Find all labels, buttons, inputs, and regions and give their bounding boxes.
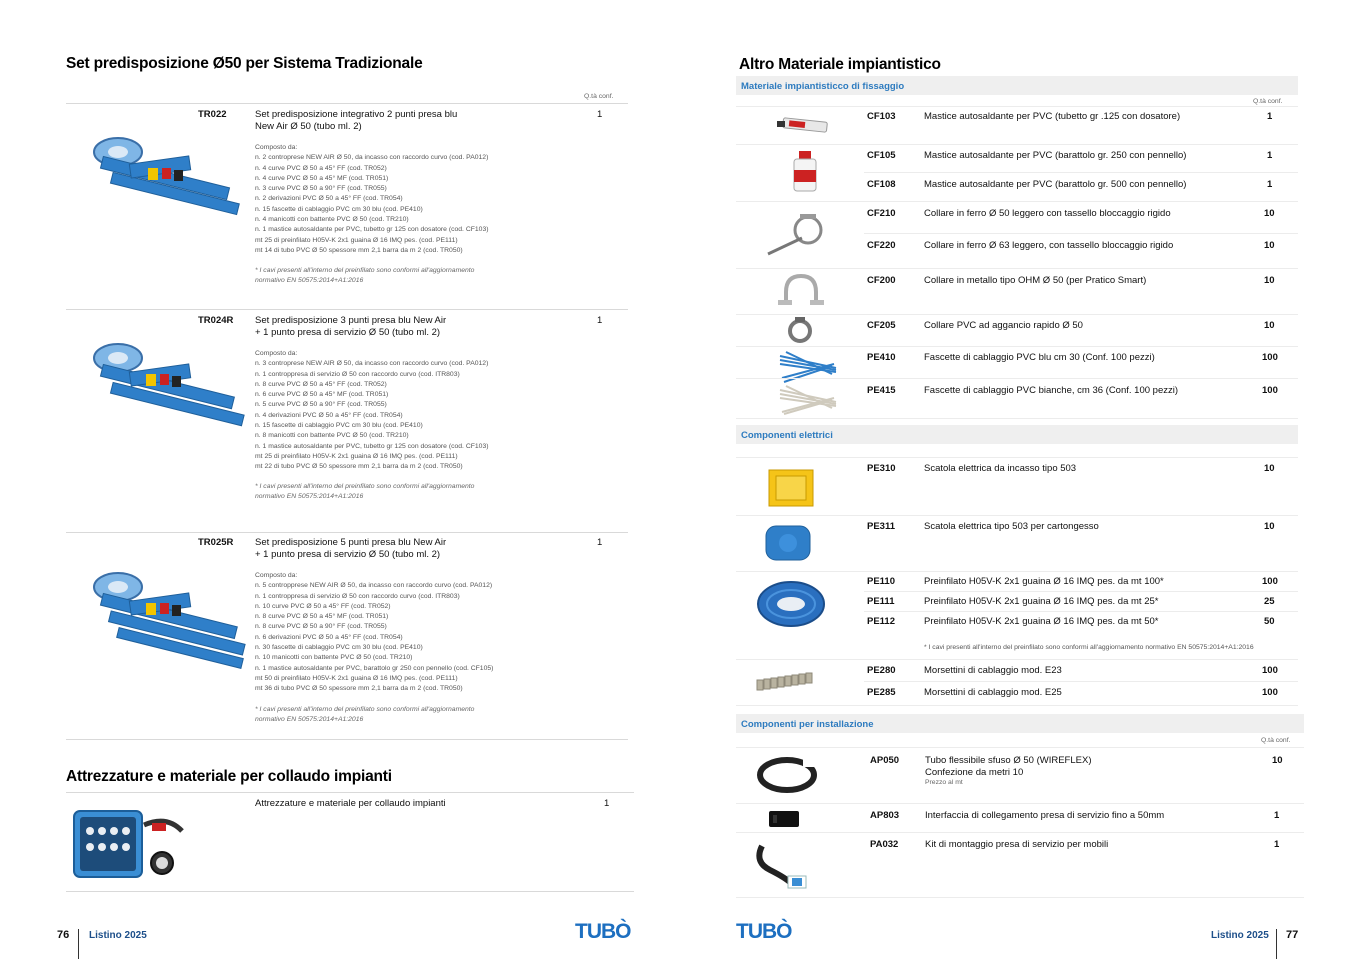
price-per-meter-note: Prezzo al mt: [925, 779, 963, 786]
item-qty: 1: [1267, 111, 1273, 122]
product-name: Attrezzature e materiale per collaudo impianti: [255, 798, 446, 809]
item-code: CF220: [867, 240, 896, 251]
product-code: TR022: [198, 109, 227, 120]
item-desc-line: Tubo flessibile sfuso Ø 50 (WIREFLEX): [925, 755, 1092, 766]
divider: [736, 201, 1298, 202]
divider: [736, 346, 1298, 347]
divider: [864, 611, 1298, 612]
item-desc: Morsettini di cablaggio mod. E25: [924, 687, 1062, 698]
footer-label: Listino 2025: [89, 930, 147, 941]
item-desc: Scatola elettrica tipo 503 per cartongesso: [924, 521, 1099, 532]
item-qty: 10: [1264, 208, 1275, 219]
product-composition: [255, 349, 489, 473]
divider: [736, 378, 1298, 379]
item-code: CF108: [867, 179, 896, 190]
item-desc: Preinfilato H05V-K 2x1 guaina Ø 16 IMQ pes. da mt 100*: [924, 576, 1164, 587]
product-image-kit-montaggio: [752, 838, 810, 890]
item-qty: 10: [1264, 521, 1275, 532]
composition-line: n. 2 controprese NEW AIR Ø 50, da incasso con raccordo curvo (cod. PA012): [255, 154, 489, 162]
product-code: TR024R: [198, 315, 234, 326]
divider: [66, 739, 628, 740]
item-qty: 100: [1262, 352, 1278, 363]
composition-line: n. 4 derivazioni PVC Ø 50 a 45° FF (cod. TR054): [255, 411, 403, 419]
item-desc: Mastice autosaldante per PVC (barattolo gr. 500 con pennello): [924, 179, 1187, 190]
page-title: Altro Materiale impiantistico: [739, 56, 941, 73]
item-code: PE311: [867, 521, 895, 532]
note-line: normativo EN 50575:2014+A1:2016: [255, 277, 364, 285]
composition-line: n. 30 fascette di cablaggio PVC cm 30 blu (cod. PE410): [255, 644, 423, 652]
product-name-line: Set predisposizione 5 punti presa blu New Air: [255, 537, 447, 548]
product-image-collare-ohm: [778, 272, 824, 310]
qty-header: Q.tà conf.: [584, 93, 614, 100]
section-title-set-predisposizione: Set predisposizione Ø50 per Sistema Tradizionale: [66, 55, 423, 72]
composition-line: n. 6 curve PVC Ø 50 a 45° MF (cod. TR051): [255, 391, 389, 399]
item-desc: Mastice autosaldante per PVC (barattolo gr. 250 con pennello): [924, 150, 1187, 161]
product-image-preinfilato-coil: [756, 578, 826, 630]
product-note: [255, 705, 474, 726]
composition-line: n. 1 mastice autosaldante per PVC, tubetto gr 125 con dosatore (cod. CF103): [255, 442, 489, 450]
tubo-logo: TUBÒ: [736, 920, 792, 943]
divider: [736, 803, 1304, 804]
preinfilato-note: * I cavi presenti all'interno del preinfilato sono conformi all'aggiornamento normativo EN 50575:2014+A1:2016: [924, 644, 1254, 651]
product-image-mastice-jar: [790, 150, 820, 192]
divider: [864, 591, 1298, 592]
item-desc: [925, 755, 1091, 788]
product-image-morsettini: [755, 670, 815, 694]
composition-line: mt 25 di preinfilato H05V-K 2x1 guaina Ø 16 IMQ pes. (cod. PE111): [255, 236, 458, 244]
composition-line: n. 15 fascette di cablaggio PVC cm 30 blu (cod. PE410): [255, 205, 423, 213]
divider: [66, 532, 628, 533]
item-desc: Fascette di cablaggio PVC blu cm 30 (Conf. 100 pezzi): [924, 352, 1155, 363]
product-image-scatola-cartongesso: [762, 520, 814, 564]
item-desc: Fascette di cablaggio PVC bianche, cm 36 (Conf. 100 pezzi): [924, 385, 1178, 396]
product-image-tr025r: [90, 565, 250, 675]
note-line: * I cavi presenti all'interno del preinfilato sono conformi all'aggiornamento: [255, 267, 475, 274]
product-name-line: + 1 punto presa di servizio Ø 50 (tubo ml. 2): [255, 548, 441, 560]
section-title-attrezzature: Attrezzature e materiale per collaudo impianti: [66, 768, 392, 785]
divider: [736, 144, 1298, 145]
item-desc: Mastice autosaldante per PVC (tubetto gr .125 con dosatore): [924, 111, 1181, 122]
divider: [864, 172, 1298, 173]
composition-line: mt 50 di preinfilato H05V-K 2x1 guaina Ø 16 IMQ pes. (cod. PE111): [255, 674, 458, 682]
note-line: normativo EN 50575:2014+A1:2016: [255, 716, 364, 724]
composition-line: n. 3 controprese NEW AIR Ø 50, da incasso con raccordo curvo (cod. PA012): [255, 360, 489, 368]
item-qty: 1: [1274, 839, 1280, 850]
product-image-tr024r: [90, 336, 250, 444]
product-note: [255, 266, 474, 287]
composition-line: mt 25 di preinfilato H05V-K 2x1 guaina Ø 16 IMQ pes. (cod. PE111): [255, 452, 458, 460]
divider: [736, 705, 1298, 706]
divider: [736, 571, 1298, 572]
product-qty: 1: [597, 537, 603, 548]
composition-line: n. 15 fascette di cablaggio PVC cm 30 blu (cod. PE410): [255, 422, 423, 430]
item-code: AP050: [870, 755, 900, 766]
composition-line: Composto da:: [255, 144, 298, 151]
composition-line: mt 22 di tubo PVC Ø 50 spessore mm 2,1 barra da m 2 (cod. TR050): [255, 463, 463, 471]
category-label: Componenti elettrici: [741, 430, 833, 441]
item-code: PE280: [867, 665, 896, 676]
page-number: 76: [57, 929, 70, 941]
item-qty: 1: [1267, 179, 1273, 190]
product-qty: 1: [597, 109, 603, 120]
divider: [736, 106, 1298, 107]
tubo-logo: TUBÒ: [575, 920, 631, 943]
product-note: [255, 482, 474, 503]
composition-line: n. 6 derivazioni PVC Ø 50 a 45° FF (cod. TR054): [255, 633, 403, 641]
divider: [66, 792, 634, 793]
product-name-line: Set predisposizione integrativo 2 punti presa blu: [255, 109, 458, 120]
item-qty: 10: [1264, 275, 1275, 286]
product-image-scatola-503: [766, 464, 816, 510]
divider: [66, 103, 628, 104]
composition-line: n. 4 curve PVC Ø 50 a 45° FF (cod. TR052): [255, 164, 387, 172]
divider: [864, 681, 1298, 682]
product-composition: [255, 571, 493, 695]
item-code: CF205: [867, 320, 896, 331]
note-line: normativo EN 50575:2014+A1:2016: [255, 493, 364, 501]
composition-line: n. 8 curve PVC Ø 50 a 90° FF (cod. TR055): [255, 623, 387, 631]
divider: [736, 268, 1298, 269]
divider: [736, 515, 1298, 516]
category-label: Componenti per installazione: [741, 719, 874, 730]
divider: [736, 747, 1304, 748]
qty-header: Q.tà conf.: [1253, 98, 1283, 105]
product-composition: [255, 143, 489, 256]
product-image-tubo-flessibile: [755, 755, 819, 795]
divider: [736, 314, 1298, 315]
product-image-interfaccia: [767, 809, 801, 829]
page-number: 77: [1286, 929, 1299, 941]
item-code: PE112: [867, 616, 895, 627]
product-name: [255, 537, 446, 560]
divider: [736, 457, 1298, 458]
note-line: * I cavi presenti all'interno del preinfilato sono conformi all'aggiornamento: [255, 483, 475, 490]
item-desc: Preinfilato H05V-K 2x1 guaina Ø 16 IMQ pes. da mt 50*: [924, 616, 1159, 627]
composition-line: n. 1 controppresa di servizio Ø 50 con raccordo curvo (cod. ITR803): [255, 592, 460, 600]
item-code: PE285: [867, 687, 896, 698]
composition-line: n. 5 curve PVC Ø 50 a 90° FF (cod. TR055): [255, 401, 387, 409]
note-line: * I cavi presenti all'interno del preinfilato sono conformi all'aggiornamento: [255, 706, 475, 713]
item-code: CF200: [867, 275, 896, 286]
composition-line: n. 1 controppresa di servizio Ø 50 con raccordo curvo (cod. ITR803): [255, 370, 460, 378]
divider: [736, 897, 1304, 898]
footer-separator: [78, 929, 79, 959]
item-qty: 100: [1262, 576, 1278, 587]
item-desc: Interfaccia di collegamento presa di servizio fino a 50mm: [925, 810, 1165, 821]
composition-line: Composto da:: [255, 350, 298, 357]
item-qty: 25: [1264, 596, 1275, 607]
composition-line: n. 8 curve PVC Ø 50 a 45° FF (cod. TR052): [255, 380, 387, 388]
item-qty: 1: [1267, 150, 1273, 161]
item-qty: 100: [1262, 385, 1278, 396]
product-name: [255, 315, 446, 338]
item-desc: Collare PVC ad aggancio rapido Ø 50: [924, 320, 1083, 331]
product-name-line: Set predisposizione 3 punti presa blu New Air: [255, 315, 447, 326]
composition-line: n. 10 curve PVC Ø 50 a 45° FF (cod. TR052): [255, 602, 391, 610]
item-code: PE415: [867, 385, 896, 396]
item-code: CF105: [867, 150, 896, 161]
item-qty: 10: [1264, 240, 1275, 251]
item-qty: 1: [1274, 810, 1280, 821]
item-qty: 50: [1264, 616, 1275, 627]
item-qty: 100: [1262, 687, 1278, 698]
product-code: TR025R: [198, 537, 234, 548]
item-code: PA032: [870, 839, 899, 850]
divider: [736, 832, 1304, 833]
qty-header: Q.tà conf.: [1261, 737, 1291, 744]
product-qty: 1: [604, 798, 610, 809]
composition-line: n. 8 manicotti con battente PVC Ø 50 (cod. TR210): [255, 432, 409, 440]
item-desc: Collare in ferro Ø 50 leggero con tassello bloccaggio rigido: [924, 208, 1171, 219]
divider: [736, 418, 1298, 419]
item-qty: 10: [1264, 463, 1275, 474]
composition-line: n. 3 curve PVC Ø 50 a 90° FF (cod. TR055): [255, 185, 387, 193]
divider: [66, 309, 628, 310]
composition-line: mt 14 di tubo PVC Ø 50 spessore mm 2,1 barra da m 2 (cod. TR050): [255, 246, 463, 254]
item-code: PE111: [867, 596, 895, 607]
item-desc-line: Confezione da metri 10: [925, 766, 1024, 778]
category-label: Materiale impiantisticco di fissaggio: [741, 81, 905, 92]
composition-line: n. 10 manicotti con battente PVC Ø 50 (cod. TR210): [255, 654, 413, 662]
product-name-line: New Air Ø 50 (tubo ml. 2): [255, 120, 362, 132]
footer-separator: [1276, 929, 1277, 959]
item-code: PE310: [867, 463, 896, 474]
footer-label: Listino 2025: [1211, 930, 1269, 941]
composition-line: n. 2 derivazioni PVC Ø 50 a 45° FF (cod. TR054): [255, 195, 403, 203]
product-image-test-kit: [72, 805, 192, 885]
product-image-collare-ferro: [764, 212, 828, 258]
product-name: [255, 109, 457, 132]
product-image-collare-pvc: [785, 317, 815, 345]
product-image-tr022: [90, 130, 250, 230]
product-name-line: + 1 punto presa di servizio Ø 50 (tubo ml. 2): [255, 326, 441, 338]
item-desc: Preinfilato H05V-K 2x1 guaina Ø 16 IMQ pes. da mt 25*: [924, 596, 1159, 607]
product-qty: 1: [597, 315, 603, 326]
composition-line: Composto da:: [255, 572, 298, 579]
composition-line: n. 1 mastice autosaldante per PVC, tubetto gr 125 con dosatore (cod. CF103): [255, 226, 489, 234]
item-qty: 10: [1272, 755, 1283, 766]
item-desc: Morsettini di cablaggio mod. E23: [924, 665, 1062, 676]
item-code: AP803: [870, 810, 900, 821]
item-desc: Scatola elettrica da incasso tipo 503: [924, 463, 1077, 474]
item-code: CF103: [867, 111, 896, 122]
product-image-mastice-tube: [777, 115, 831, 135]
composition-line: n. 5 contropprese NEW AIR Ø 50, da incasso con raccordo curvo (cod. PA012): [255, 582, 493, 590]
composition-line: n. 1 mastice autosaldante per PVC, barattolo gr 250 con pennello (cod. CF105): [255, 664, 494, 672]
product-image-fascette-bianche: [776, 384, 840, 416]
item-desc: Kit di montaggio presa di servizio per mobili: [925, 839, 1109, 850]
item-desc: Collare in metallo tipo OHM Ø 50 (per Pratico Smart): [924, 275, 1147, 286]
item-code: PE110: [867, 576, 895, 587]
composition-line: mt 36 di tubo PVC Ø 50 spessore mm 2,1 barra da m 2 (cod. TR050): [255, 685, 463, 693]
divider: [736, 659, 1298, 660]
item-code: PE410: [867, 352, 896, 363]
composition-line: n. 4 manicotti con battente PVC Ø 50 (cod. TR210): [255, 216, 409, 224]
divider: [66, 891, 634, 892]
item-desc: Collare in ferro Ø 63 leggero, con tassello bloccaggio rigido: [924, 240, 1174, 251]
item-qty: 100: [1262, 665, 1278, 676]
divider: [864, 233, 1298, 234]
composition-line: n. 4 curve PVC Ø 50 a 45° MF (cod. TR051): [255, 174, 389, 182]
item-qty: 10: [1264, 320, 1275, 331]
composition-line: n. 8 curve PVC Ø 50 a 45° MF (cod. TR051): [255, 613, 389, 621]
item-code: CF210: [867, 208, 896, 219]
